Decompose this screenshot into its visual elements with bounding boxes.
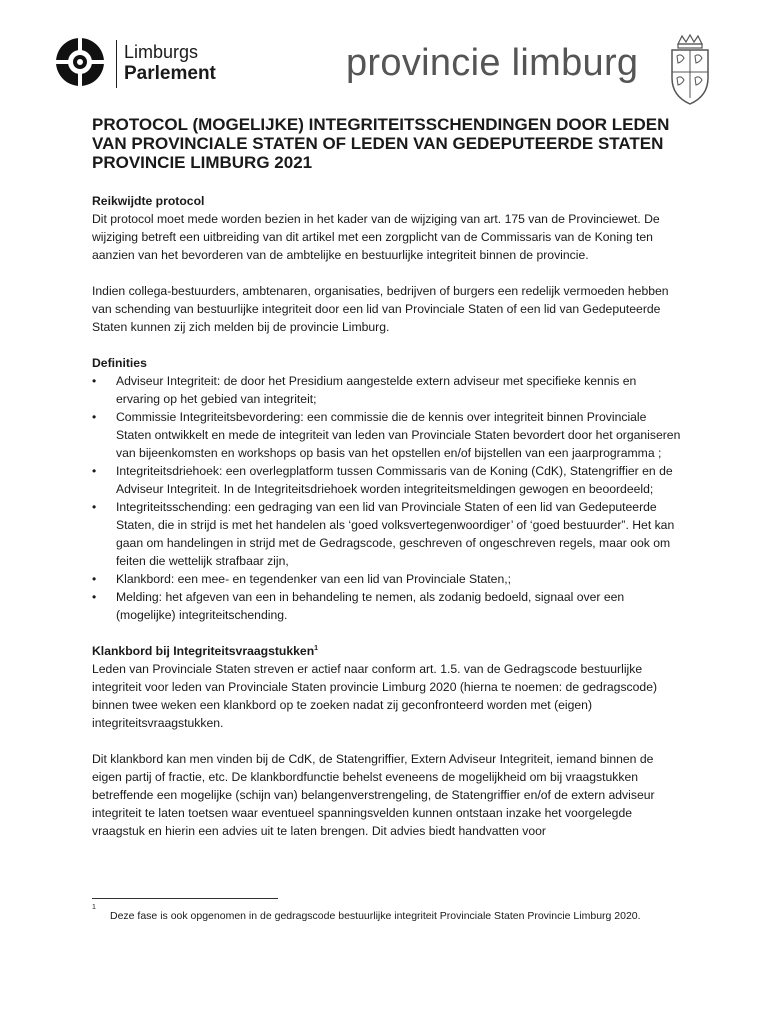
limburgs-parlement-wordmark <box>124 42 216 84</box>
logo-divider <box>116 40 117 88</box>
list-item: • Integriteitsdriehoek: een overlegplatform tussen Commissaris van de Koning (CdK), Statengriffier en de Adviseur Integriteit. In de Integriteitsdriehoek worden integriteitsmeldingen gewogen en beoordeeld; <box>92 462 682 498</box>
list-item: • Klankbord: een mee- en tegendenker van een lid van Provinciale Staten,; <box>92 570 682 588</box>
provincie-limburg-wordmark: provincie limburg <box>346 42 639 84</box>
document-title: PROTOCOL (MOGELIJKE) INTEGRITEITSSCHENDINGEN DOOR LEDEN VAN PROVINCIALE STATEN OF LEDEN VAN GEDEPUTEERDE STATEN PROVINCIE LIMBURG 2021 <box>92 115 670 172</box>
footnote-reference[interactable]: 1 <box>314 644 319 652</box>
paragraph-reikwijdte-2: Indien collega-bestuurders, ambtenaren, organisaties, bedrijven of burgers een redelijk vermoeden hebben van schending van bestuurlijke integriteit door een lid van Provinciale Staten of een lid van Gedeputeerde Staten kunnen zij zich melden bij de provincie Limburg. <box>92 284 669 334</box>
klankbord-heading-text: Klankbord bij Integriteitsvraagstukken <box>92 644 315 658</box>
logo-line-2: Parlement <box>124 63 216 84</box>
paragraph-klankbord-2: Dit klankbord kan men vinden bij de CdK, de Statengriffier, Extern Adviseur Integriteit, iemand binnen de eigen partij of fractie, etc. De klankbordfunctie behelst eveneens de mogelijkheid om bij vraagstukken betreffende een mogelijke (schijn van) belangenverstrengeling, de Statengriffier en/of de extern adviseur integriteit te laten toetsen waar eventueel spanningsvelden kunnen ontstaan inzake het voorgelegde vraagstuk en hierin een advies uit te laten brengen. Dit advies biedt handvatten voor <box>92 752 655 838</box>
list-item: • Commissie Integriteitsbevordering: een commissie die de kennis over integriteit binnen Provinciale Staten ontwikkelt en mede de integriteit van leden van Provinciale Staten bevordert door het organiseren van bijeenkomsten en workshops op basis van het opstellen en/of bijstellen van een jaarprogramma ; <box>92 408 682 462</box>
footnote-text: Deze fase is ook opgenomen in de gedragscode bestuurlijke integriteit Provinciale Staten Provincie Limburg 2020. <box>110 910 641 922</box>
document-body <box>92 192 682 840</box>
logo-line-1: Limburgs <box>124 42 199 62</box>
list-item: • Melding: het afgeven van een in behandeling te nemen, als zodanig bedoeld, signaal over een (mogelijke) integriteitschending. <box>92 588 682 624</box>
list-item: • Integriteitsschending: een gedraging van een lid van Provinciale Staten of een lid van Gedeputeerde Staten, die in strijd is met het handelen als ‘goed volksvertegenwoordiger’ of ‘goed bestuurder”. Het kan gaan om handelingen in strijd met de Gedragscode, geschreven of ongeschreven regels, maar ook om feiten die wettelijk strafbaar zijn, <box>92 498 682 570</box>
footnote: 1 Deze fase is ook opgenomen in de gedragscode bestuurlijke integriteit Provinciale Staten Provincie Limburg 2020. <box>92 908 682 925</box>
limburgs-parlement-logo-icon <box>54 36 106 88</box>
section-heading-definities: Definities <box>92 356 147 370</box>
paragraph-klankbord-1: Leden van Provinciale Staten streven er actief naar conform art. 1.5. van de Gedragscode bestuurlijke integriteit voor leden van Provinciale Staten provincie Limburg 2020 (hierna te noemen: de gedragscode) binnen twee weken een klankbord op te zoeken nadat zij geconfronteerd worden met (eigen) integriteitsvraagstukken. <box>92 662 658 730</box>
list-item: • Adviseur Integriteit: de door het Presidium aangestelde extern adviseur met specifieke kennis en ervaring op het gebied van integriteit; <box>92 372 682 408</box>
section-heading-klankbord <box>92 642 682 660</box>
footnote-separator <box>92 898 278 899</box>
section-heading-reikwijdte: Reikwijdte protocol <box>92 194 205 208</box>
paragraph-reikwijdte-1: Dit protocol moet mede worden bezien in het kader van de wijziging van art. 175 van de Provinciewet. De wijziging betreft een uitbreiding van dit artikel met een zorgplicht van de Commissaris van de Koning ten aanzien van het bevorderen van de ambtelijke en bestuurlijke integriteit binnen de provincie. <box>92 212 660 262</box>
definitions-list <box>92 372 682 624</box>
coat-of-arms-icon <box>668 34 712 106</box>
